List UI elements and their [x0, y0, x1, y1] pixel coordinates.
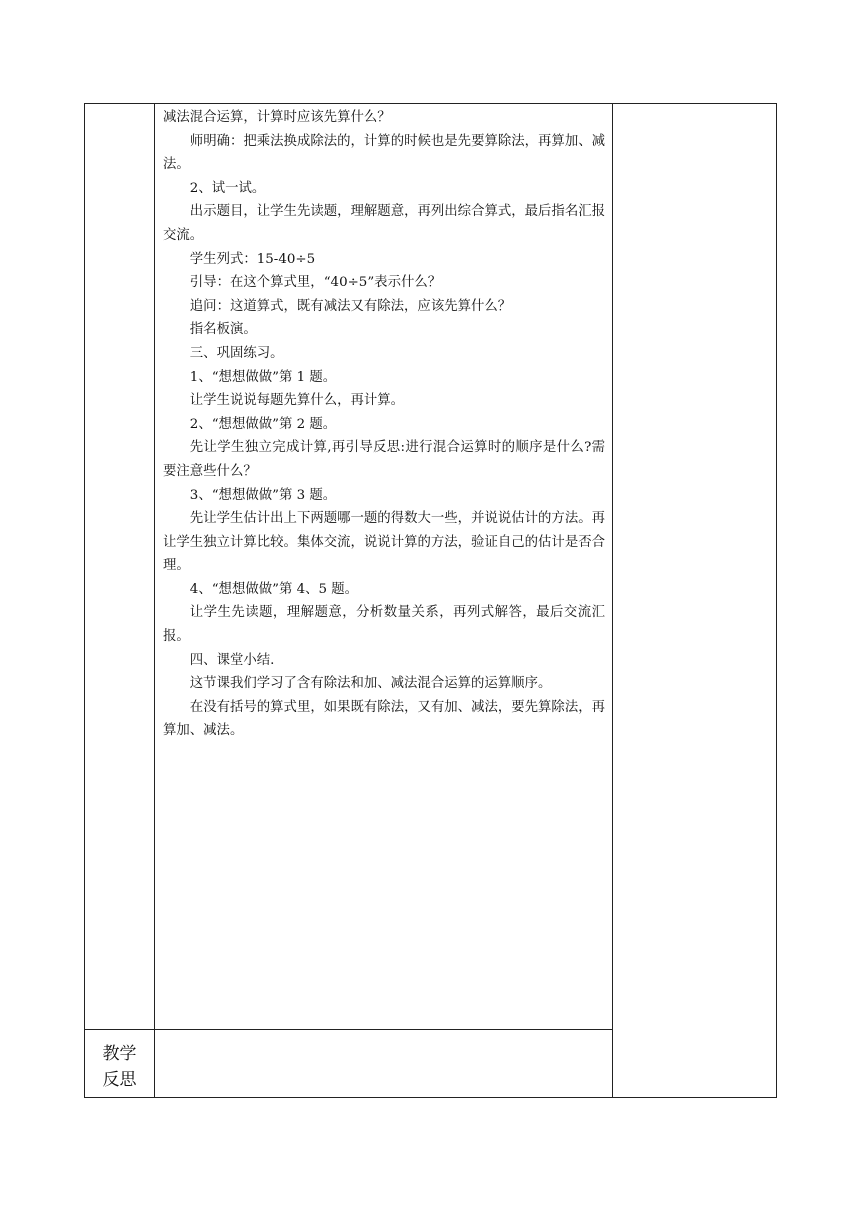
lesson-paragraph: 减法混合运算，计算时应该先算什么？ [163, 110, 391, 125]
lesson-content [163, 106, 605, 743]
reflection-label-line2: 反思 [102, 1070, 137, 1090]
lesson-paragraph: 2、试一试。 [189, 180, 266, 196]
lesson-paragraph: 让学生先读题，理解题意，分析数量关系，再列式解答，最后交流汇报。 [163, 605, 605, 645]
right-column-divider [612, 104, 613, 1097]
lesson-paragraph: 先让学生独立完成计算,再引导反思:进行混合运算时的顺序是什么?需要注意些什么？ [163, 440, 605, 479]
lesson-paragraph: 2、“想想做做”第 2 题。 [189, 416, 337, 432]
reflection-label-line1: 教学 [102, 1044, 137, 1064]
lesson-paragraph: 师明确：把乘法换成除法的，计算的时候也是先要算除法，再算加、减法。 [163, 133, 605, 173]
lesson-paragraph: 引导：在这个算式里，“40÷5”表示什么？ [189, 275, 442, 291]
reflection-row-divider [85, 1029, 612, 1030]
lesson-paragraph: 学生列式：15-40÷5 [189, 251, 316, 267]
lesson-paragraph: 3、“想想做做”第 3 题。 [189, 487, 337, 503]
lesson-paragraph: 指名板演。 [189, 322, 257, 338]
lesson-paragraph: 先让学生估计出上下两题哪一题的得数大一些，并说说估计的方法。再让学生独立计算比较。集体交流，说说计算的方法，验证自己的估计是否合理。 [163, 511, 605, 574]
lesson-paragraph: 追问：这道算式，既有减法又有除法，应该先算什么？ [189, 298, 512, 314]
lesson-paragraph: 1、“想想做做”第 1 题。 [189, 369, 337, 385]
lesson-paragraph: 在没有括号的算式里，如果既有除法，又有加、减法，要先算除法，再算加、减法。 [163, 699, 605, 739]
left-column-divider [154, 104, 155, 1097]
lesson-paragraph: 出示题目，让学生先读题，理解题意，再列出综合算式，最后指名汇报交流。 [163, 204, 605, 243]
lesson-paragraph: 四、课堂小结. [189, 652, 275, 668]
lesson-paragraph: 三、巩固练习。 [189, 345, 284, 361]
lesson-paragraph: 这节课我们学习了含有除法和加、减法混合运算的运算顺序。 [189, 676, 552, 692]
reflection-label [85, 1041, 154, 1093]
lesson-paragraph: 让学生说说每题先算什么，再计算。 [189, 393, 405, 409]
lesson-paragraph: 4、“想想做做”第 4、5 题。 [189, 581, 359, 597]
